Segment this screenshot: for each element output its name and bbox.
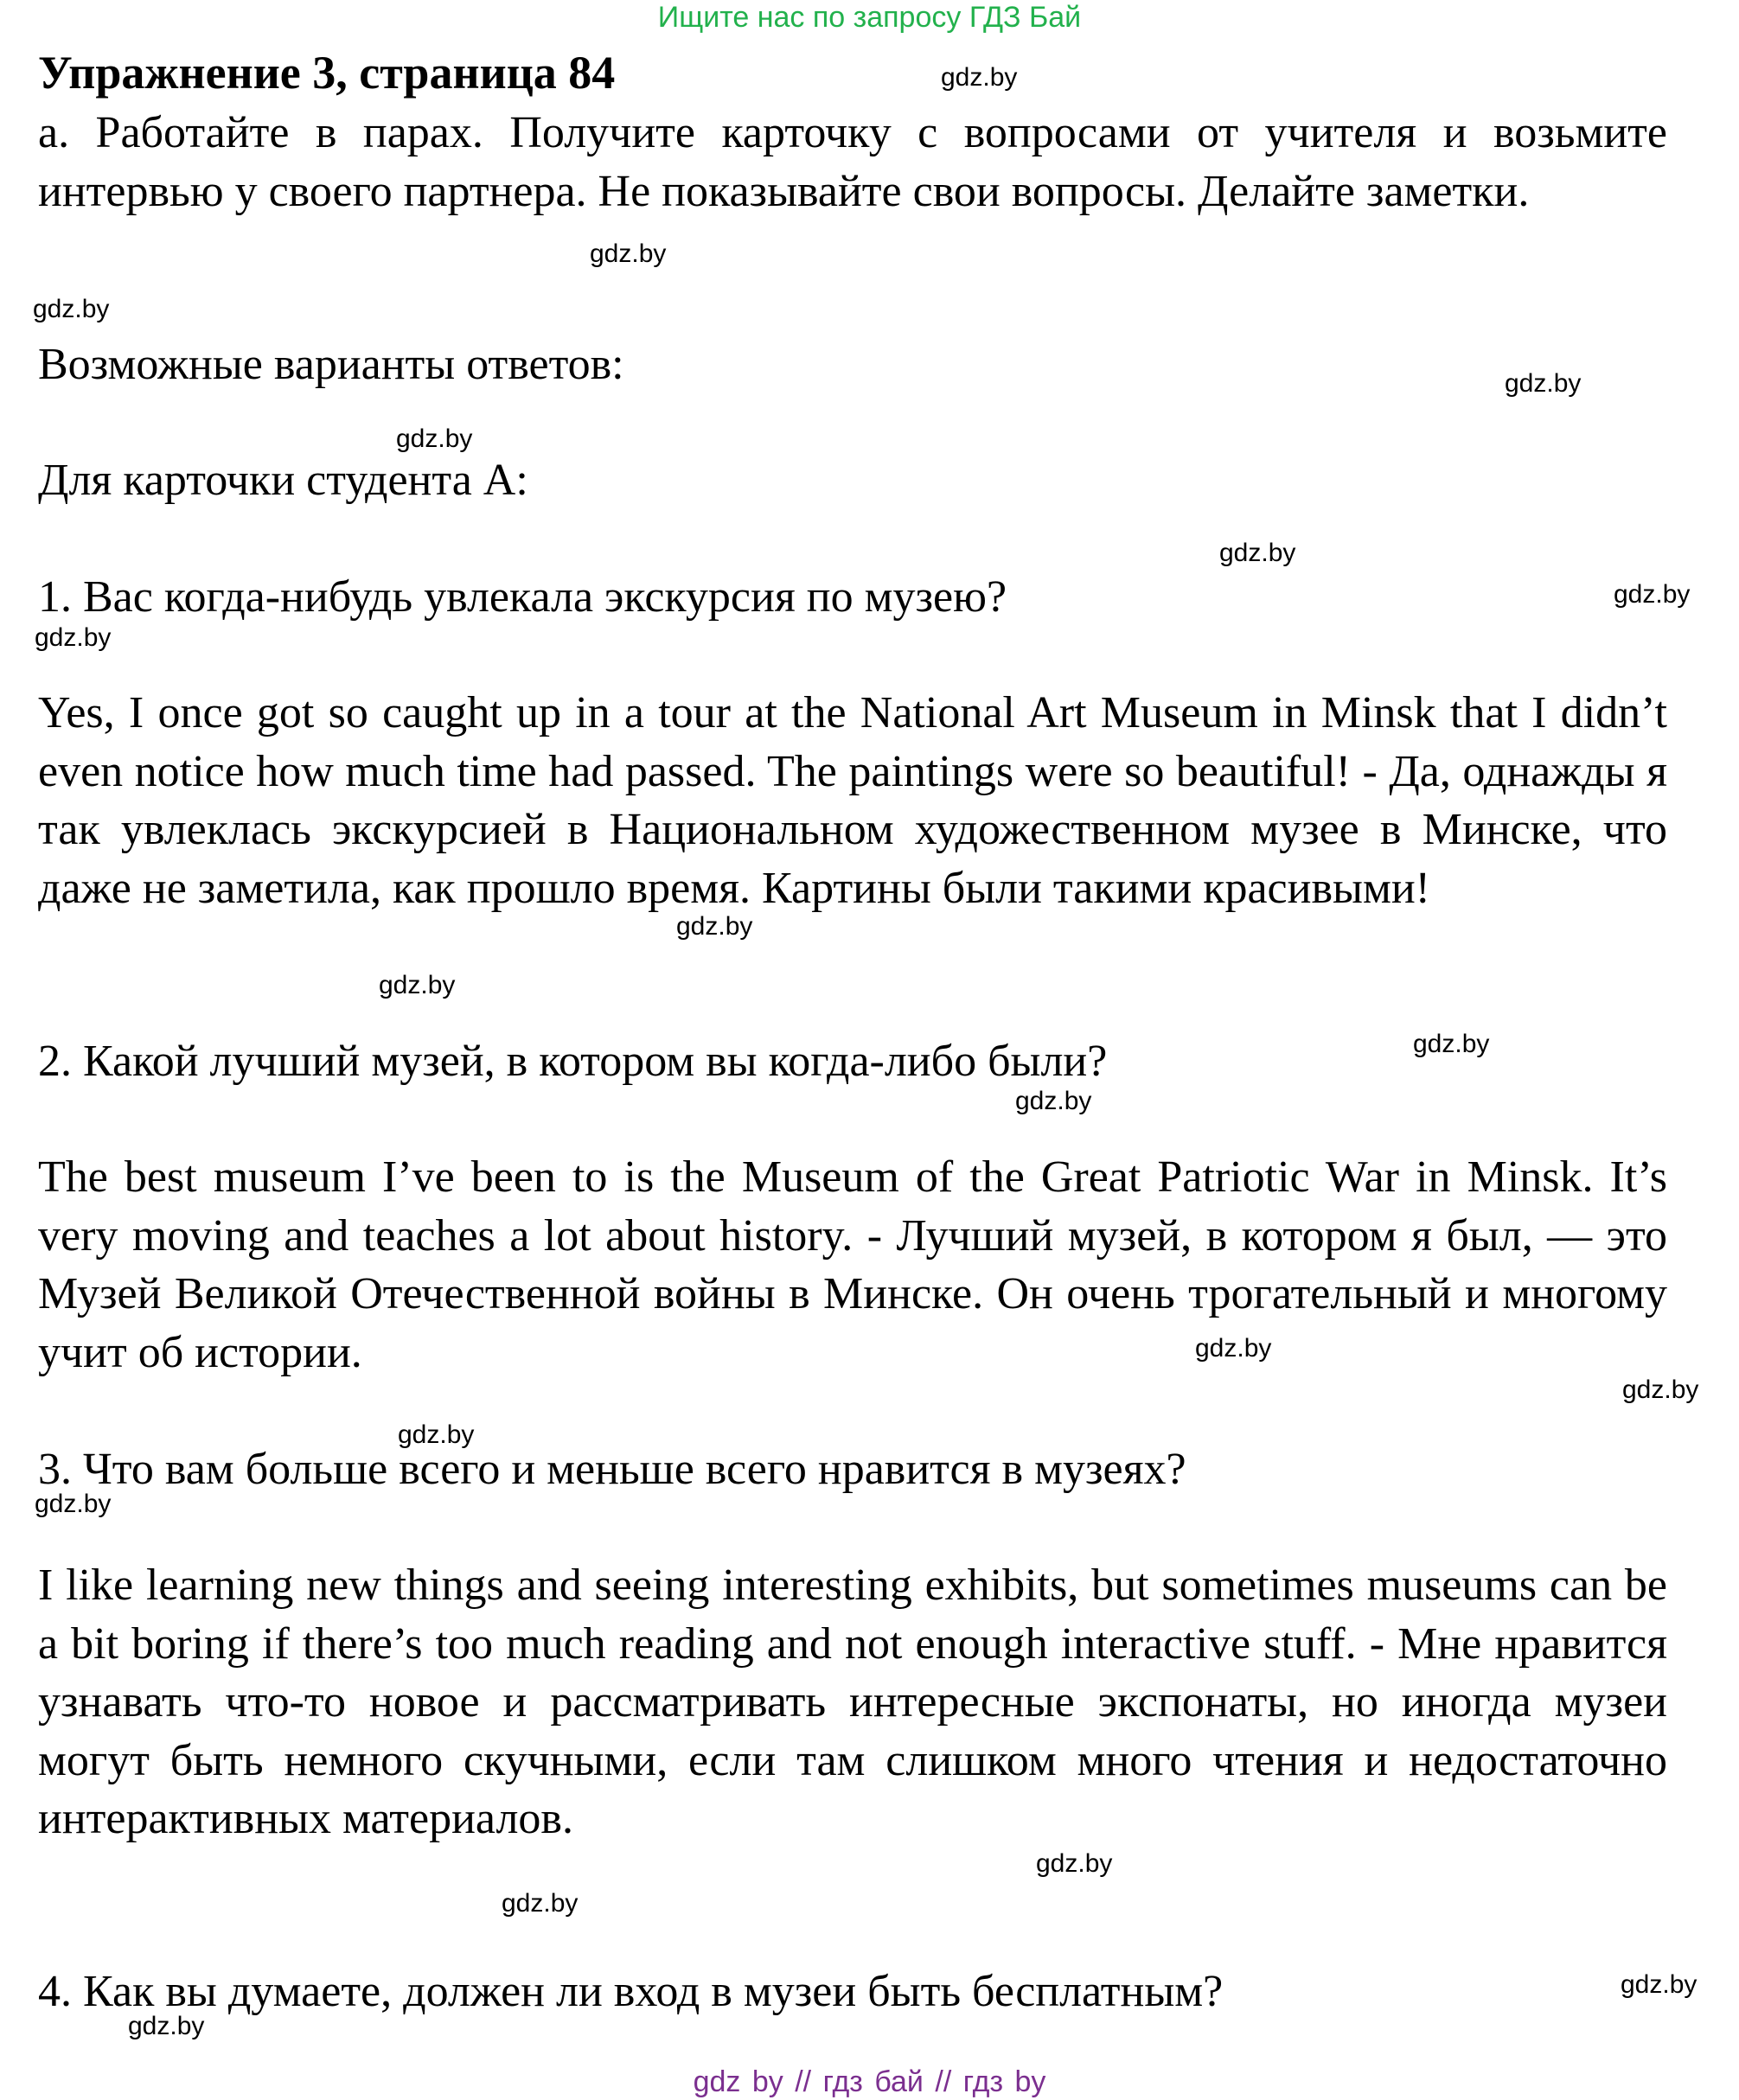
watermark: gdz.by xyxy=(35,623,112,652)
footer-separator: // xyxy=(935,2065,952,2098)
watermark: gdz.by xyxy=(396,424,473,453)
card-heading: Для карточки студента А: xyxy=(38,456,528,505)
watermark: gdz.by xyxy=(1614,580,1691,609)
answer-3: I like learning new things and seeing interesting exhibits, but sometimes museums can be a bit boring if there’s too much reading and not enough interactive stuff. - Мне нравится узнавать что-то новое и рассматривать интересные экспонаты, но иногда музеи могут быть немного скучными, если там слишком много чтения и недостаточно интерактивных материалов. xyxy=(38,1561,1667,1843)
exercise-title: Упражнение 3, страница 84 xyxy=(38,47,616,99)
watermark: gdz.by xyxy=(398,1420,475,1449)
watermark: gdz.by xyxy=(1413,1030,1490,1058)
footer-link-gdz-bay[interactable]: гдз бай xyxy=(822,2065,924,2098)
watermark: gdz.by xyxy=(502,1889,579,1918)
answer-2: The best museum I’ve been to is the Museum of the Great Patriotic War in Minsk. It’s very moving and teaches a lot about history. - Лучший музей, в котором я был, — это Музей Великой Отечественной войны в Минске. Он очень трогательный и многому учит об истории. xyxy=(38,1152,1667,1377)
watermark: gdz.by xyxy=(1036,1849,1113,1878)
answers-heading: Возможные варианты ответов: xyxy=(38,340,624,389)
watermark: gdz.by xyxy=(590,239,667,268)
footer-link-gdz-by[interactable]: gdz by xyxy=(693,2065,783,2098)
question-2: 2. Какой лучший музей, в котором вы когда-либо были? xyxy=(38,1037,1108,1086)
footer-separator: // xyxy=(795,2065,812,2098)
question-4: 4. Как вы думаете, должен ли вход в музеи быть бесплатным? xyxy=(38,1967,1224,2016)
task-text: а. Работайте в парах. Получите карточку с вопросами от учителя и возьмите интервью у своего партнера. Не показывайте свои вопросы. Делайте заметки. xyxy=(38,108,1667,216)
watermark: gdz.by xyxy=(1015,1087,1092,1115)
watermark: gdz.by xyxy=(1195,1334,1272,1363)
footer-link-gdz-by-ru[interactable]: гдз by xyxy=(962,2065,1046,2098)
watermark: gdz.by xyxy=(1622,1376,1699,1404)
search-hint-banner: Ищите нас по запросу ГДЗ Бай xyxy=(657,1,1082,34)
watermark: gdz.by xyxy=(128,2012,205,2040)
question-3: 3. Что вам больше всего и меньше всего нравится в музеях? xyxy=(38,1445,1186,1494)
watermark: gdz.by xyxy=(941,63,1018,92)
question-1: 1. Вас когда-нибудь увлекала экскурсия по музею? xyxy=(38,572,1007,622)
answer-1: Yes, I once got so caught up in a tour at the National Art Museum in Minsk that I didn’t even notice how much time had passed. The paintings were so beautiful! - Да, однажды я так увлеклась экскурсией в Национальном художественном музее в Минске, что даже не заметила, как прошло время. Картины были такими красивыми! xyxy=(38,688,1667,913)
watermark: gdz.by xyxy=(1621,1970,1697,1999)
watermark: gdz.by xyxy=(1219,539,1296,567)
watermark: gdz.by xyxy=(676,912,753,941)
watermark: gdz.by xyxy=(33,295,110,323)
watermark: gdz.by xyxy=(35,1490,112,1518)
footer-links xyxy=(0,2065,1739,2099)
watermark: gdz.by xyxy=(379,971,456,999)
watermark: gdz.by xyxy=(1505,369,1582,398)
